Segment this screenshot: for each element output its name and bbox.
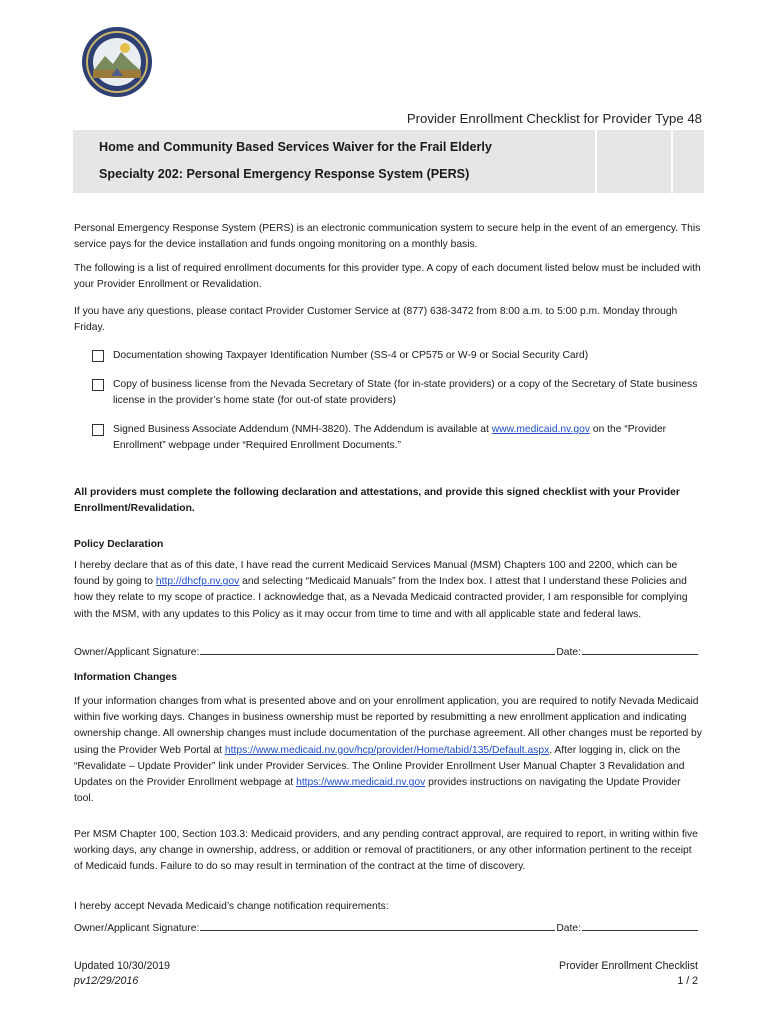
signature-row-changes [74,923,698,934]
owner-signature-label: Owner/Applicant Signature: [74,647,200,658]
dhcfp-link[interactable]: http://dhcfp.nv.gov [155,576,240,588]
date-field[interactable] [582,923,698,931]
information-changes-heading: Information Changes [74,672,177,683]
checklist-title: Provider Enrollment Checklist for Provider Type 48 [406,111,702,126]
declaration-instructions: All providers must complete the following declaration and attestations, and provide this signed checklist with your Provider Enrollment/Revalidation. [74,487,680,515]
addendum-text: Signed Business Associate Addendum (NMH-3820). The Addendum is available at [113,424,492,435]
policy-text-start: I hereby declare that as of this date, I have read the current Medicaid Services Manual (MSM) Chapters 100 and 2200, which can be found by going to [74,560,678,588]
intro-required-documents: The following is a list of required enrollment documents for this provider type. A copy of each document listed below must be included with your Provider Enrollment or Revalidation. [74,263,701,291]
checklist-item-business-license: Copy of business license from the Nevada Secretary of State (for in-state providers) or a copy of the Secretary of State business license in the provider’s home state (for out-of state providers) [113,379,698,407]
owner-signature-label: Owner/Applicant Signature: [74,923,200,934]
banner-cell [671,130,704,193]
footer-left [74,959,170,989]
addendum-text-end: on the “Provider Enrollment” webpage under “Required Enrollment Documents.” [113,424,667,452]
checkbox-business-associate-addendum[interactable] [92,424,104,436]
footer-document-name: Provider Enrollment Checklist [559,960,698,972]
checklist-item-addendum [113,422,713,454]
policy-heading: Policy Declaration [74,539,164,550]
info-text-c: provides instructions on navigating the Update Provider tool. [74,777,681,805]
msm-reporting-text: Per MSM Chapter 100, Section 103.3: Medicaid providers, and any pending contract approval, are required to report, in writing within five working days, any change in ownership, address, or addition or removal of practitioners, or any other information pertinent to the receipt of Medicaid funds. Failure to do so may result in termination of the contract at the time of discovery. [74,829,698,873]
owner-signature-field[interactable] [200,923,555,931]
date-label: Date: [556,923,581,934]
checkbox-business-license[interactable] [92,379,104,391]
owner-signature-field[interactable] [200,647,555,655]
intro-contact: If you have any questions, please contact Provider Customer Service at (877) 638-3472 from 8:00 a.m. to 5:00 p.m. Monday through Friday. [74,306,678,334]
date-field[interactable] [582,647,698,655]
previous-version: pv12/29/2016 [74,975,139,987]
specialty-title: Specialty 202: Personal Emergency Response System (PERS) [99,167,470,181]
checklist-item-tin: Documentation showing Taxpayer Identification Number (SS-4 or CP575 or W-9 or Social Security Card) [113,350,589,361]
checkbox-tin-documentation[interactable] [92,350,104,362]
info-text-b: . After logging in, click on the “Revalidate – Update Provider” link under Provider Services. The Online Provider Enrollment User Manual Chapter 3 Revalidation and Updates on the Provider Enrollment webpage at [74,744,685,789]
date-label: Date: [556,647,581,658]
banner-cell [595,130,671,193]
info-text-a: If your information changes from what is presented above and on your enrollment application, you are required to notify Nevada Medicaid within five working days. Changes in business ownership must be reported by resubmitting a new enrollment application and indicating ownership change. All ownership changes must include documentation of the purchase agreement. All other changes must be reported by using the Provider Web Portal at [74,696,702,756]
information-changes-text [74,694,702,807]
program-title: Home and Community Based Services Waiver for the Frail Elderly [99,140,492,154]
nevada-state-seal-icon [81,26,153,98]
policy-text [74,558,702,623]
page-number: 1 / 2 [677,975,698,987]
footer-right [559,959,698,989]
intro-description: Personal Emergency Response System (PERS) is an electronic communication system to secure help in the event of an emergency. This service pays for the device installation and funds ongoing monitoring on a monthly basis. [74,223,701,251]
updated-date: Updated 10/30/2019 [74,960,171,972]
accept-requirements-text: I hereby accept Nevada Medicaid’s change notification requirements: [74,901,389,912]
signature-row-policy [74,647,698,658]
provider-portal-link[interactable]: https://www.medicaid.nv.gov/hcp/provider/Home/tabid/135/Default.aspx [224,744,550,756]
policy-text-end: and selecting “Medicaid Manuals” from the Index box. I attest that I understand these Policies and how they relate to my scope of practice. I acknowledge that, as a Nevada Medicaid contracted provider, I am responsible for complying with the MSM, with any updates to this Policy as it may occur from time to time and with all applicable state and federal laws. [74,576,688,620]
medicaid-link[interactable]: www.medicaid.nv.gov [491,424,590,435]
medicaid-site-link[interactable]: https://www.medicaid.nv.gov [296,777,426,789]
